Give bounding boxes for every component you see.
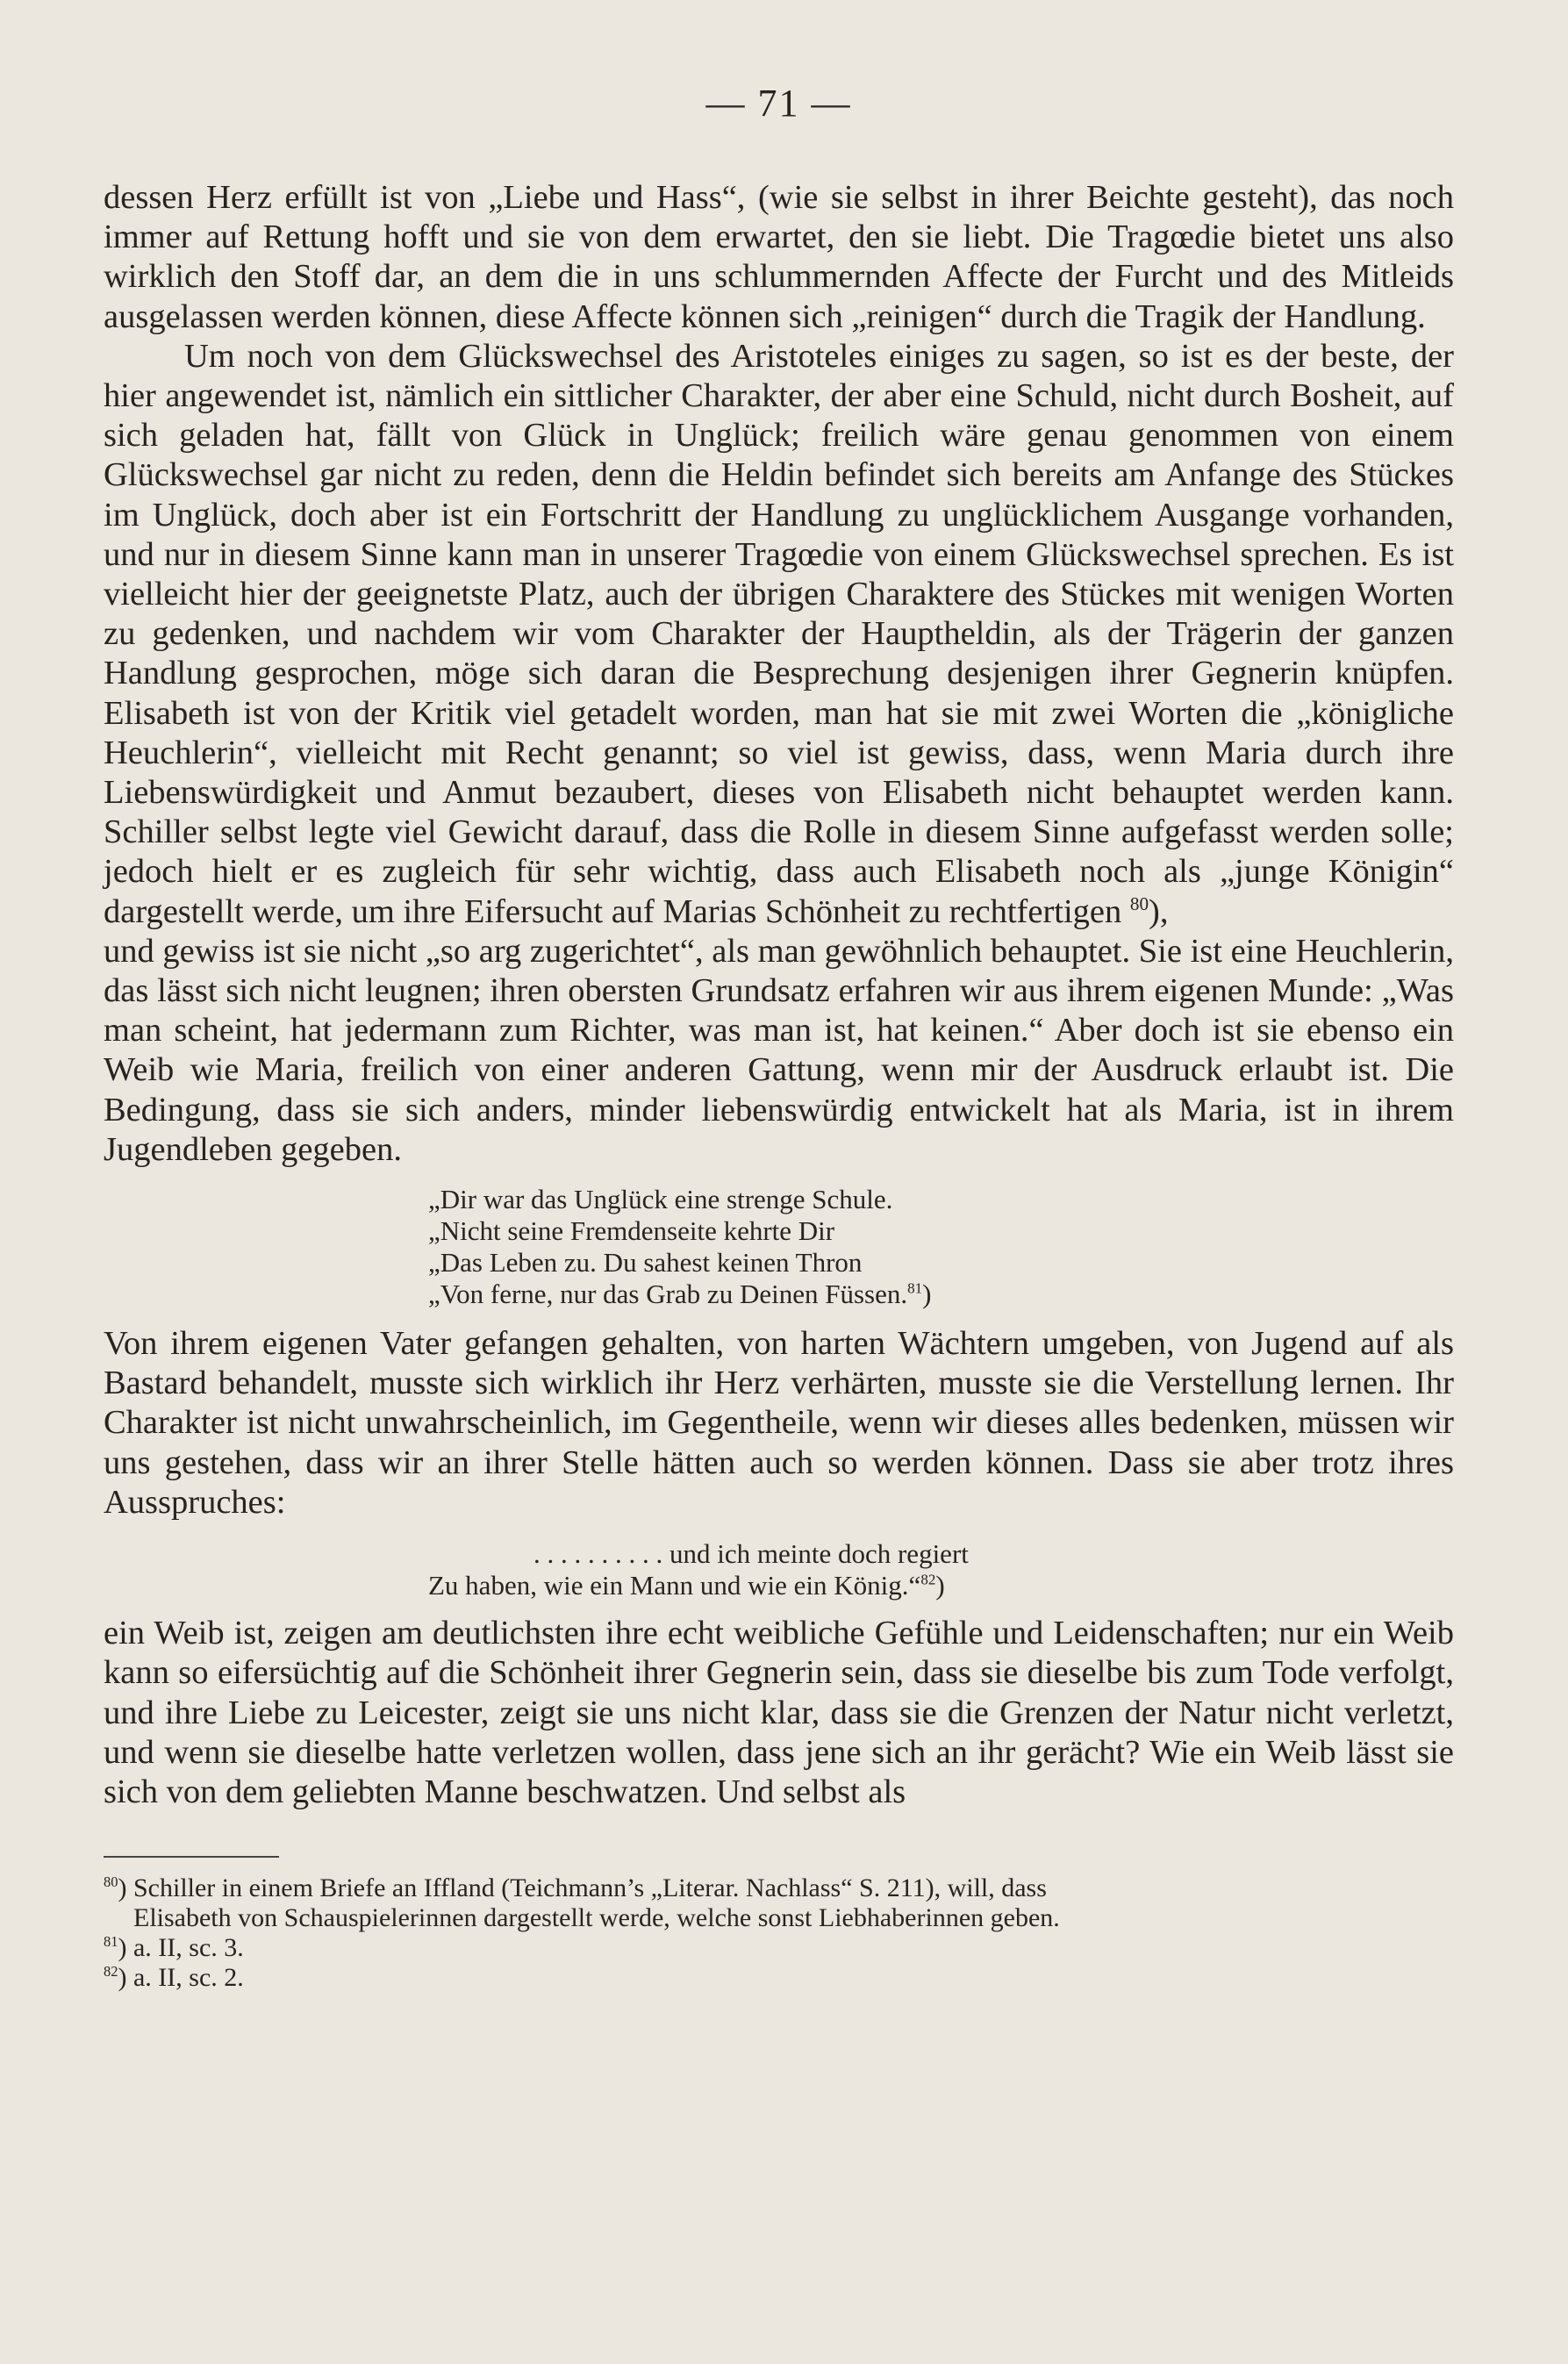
verse-line: „Das Leben zu. Du sahest keinen Thron	[428, 1247, 863, 1279]
footnote-ref-81-close: )	[922, 1279, 932, 1310]
paragraph-4: Von ihrem eigenen Vater gefangen gehalten, von harten Wächtern umgeben, von Jugend auf als Bastard behandelt, musste sich wirklich ihr Herz verhärten, musste sie die Verstellung lernen. Ihr Charakter ist nicht unwahrscheinlich, im Gegentheile, wenn wir dieses alles bedenken, müssen wir uns gestehen, dass wir an ihrer Stelle hätten auch so werden können. Dass sie aber trotz ihres Ausspruches:	[104, 1325, 1454, 1521]
footnote-text: ) Schiller in einem Briefe an Iffland (Teichmann’s „Literar. Nachlass“ S. 211), will, dass	[118, 1873, 1047, 1903]
verse-line-text: Zu haben, wie ein Mann und wie ein König.“	[428, 1570, 921, 1601]
verse-line: . . . . . . . . . . und ich meinte doch regiert	[533, 1538, 969, 1570]
footnote-text: ) a. II, sc. 3.	[118, 1933, 244, 1963]
footnote-text-continued: Elisabeth von Schauspielerinnen dargestellt werde, welche sonst Liebhaberinnen geben.	[133, 1903, 1060, 1933]
footnote-number: 81	[104, 1933, 118, 1951]
verse-quote-1	[428, 1184, 1454, 1310]
footnote-text: ) a. II, sc. 2.	[118, 1963, 244, 1993]
paragraph-1: dessen Herz erfüllt ist von „Liebe und Hass“, (wie sie selbst in ihrer Beichte gesteht), das noch immer auf Rettung hofft und sie von dem erwartet, den sie liebt. Die Tragœdie bietet uns also wirklich den Stoff dar, an dem die in uns schlummernden Affecte der Furcht und des Mitleids ausgelassen werden können, diese Affecte können sich „reinigen“ durch die Tragik der Handlung.	[104, 179, 1454, 335]
footnote-ref-81: 81	[907, 1279, 923, 1297]
verse-line: „Dir war das Unglück eine strenge Schule.	[428, 1184, 893, 1215]
verse-line-text: „Von ferne, nur das Grab zu Deinen Füssen.	[428, 1279, 908, 1310]
footnote-divider	[104, 1856, 279, 1858]
footnote-80	[104, 1873, 1454, 1933]
main-text	[104, 178, 1454, 1812]
page-number: — 71 —	[705, 82, 852, 125]
footnote-81	[104, 1933, 1454, 1963]
verse-line: „Nicht seine Fremdenseite kehrte Dir	[428, 1215, 835, 1247]
footnote-number: 80	[104, 1873, 118, 1891]
footnotes	[104, 1873, 1454, 1993]
paragraph-3: und gewiss ist sie nicht „so arg zugerichtet“, als man gewöhnlich behauptet. Sie ist eine Heuchlerin, das lässt sich nicht leugnen; ihren obersten Grundsatz erfahren wir aus ihrem eigenen Munde: „Was man scheint, hat jedermann zum Richter, was man ist, hat keinen.“ Aber doch ist sie ebenso ein Weib wie Maria, freilich von einer anderen Gattung, wenn mir der Ausdruck erlaubt ist. Die Bedingung, dass sie sich anders, minder liebenswürdig entwickelt hat als Maria, ist in ihrem Jugendleben gegeben.	[104, 932, 1454, 1168]
paragraph-2-text: Um noch von dem Glückswechsel des Aristoteles einiges zu sagen, so ist es der beste, der hier angewendet ist, nämlich ein sittlicher Charakter, der aber eine Schuld, nicht durch Bosheit, auf sich geladen hat, fällt von Glück in Unglück; freilich wäre genau genommen von einem Glückswechsel gar nicht zu reden, denn die Heldin befindet sich bereits am Anfange des Stückes im Unglück, doch aber ist ein Fortschritt der Handlung zu unglücklichem Ausgange vorhanden, und nur in diesem Sinne kann man in unserer Tragœdie von einem Glückswechsel sprechen. Es ist vielleicht hier der geeignetste Platz, auch der übrigen Charaktere des Stückes mit wenigen Worten zu gedenken, und nachdem wir vom Charakter der Hauptheldin, als der Trägerin der ganzen Handlung gesprochen, möge sich daran die Besprechung desjenigen ihrer Gegnerin knüpfen. Elisabeth ist von der Kritik viel getadelt worden, man hat sie mit zwei Worten die „königliche Heuchlerin“, vielleicht mit Recht genannt; so viel ist gewiss, dass, wenn Maria durch ihre Liebenswürdigkeit und Anmut bezaubert, dieses von Elisabeth nicht behauptet werden kann. Schiller selbst legte viel Gewicht darauf, dass die Rolle in diesem Sinne aufgefasst werden solle; jedoch hielt er es zugleich für sehr wichtig, dass auch Elisabeth noch als „junge Königin“ dargestellt werde, um ihre Eifersucht auf Marias Schönheit zu rechtfertigen	[104, 337, 1454, 930]
footnote-number: 82	[104, 1963, 118, 1981]
paragraph-2	[104, 337, 1454, 932]
paragraph-5: ein Weib ist, zeigen am deutlichsten ihre echt weibliche Gefühle und Leidenschaften; nur ein Weib kann so eifersüchtig auf die Schönheit ihrer Gegnerin sein, dass sie dieselbe bis zum Tode verfolgt, und ihre Liebe zu Leicester, zeigt sie uns nicht klar, dass sie die Grenzen der Natur nicht verletzt, und wenn sie dieselbe hatte verletzen wollen, dass jene sich an ihr gerächt? Wie ein Weib lässt sie sich von dem geliebten Manne beschwatzen. Und selbst als	[104, 1615, 1454, 1810]
footnote-ref-80: 80	[1129, 892, 1149, 914]
footnote-ref-80-close: ),	[1149, 892, 1169, 930]
verse-line-last	[428, 1279, 1454, 1310]
footnote-ref-82-close: )	[935, 1570, 945, 1601]
verse-quote-2	[428, 1538, 1454, 1601]
footnote-ref-82: 82	[920, 1571, 936, 1588]
verse-line-last	[428, 1570, 1454, 1601]
footnote-82	[104, 1963, 1454, 1993]
